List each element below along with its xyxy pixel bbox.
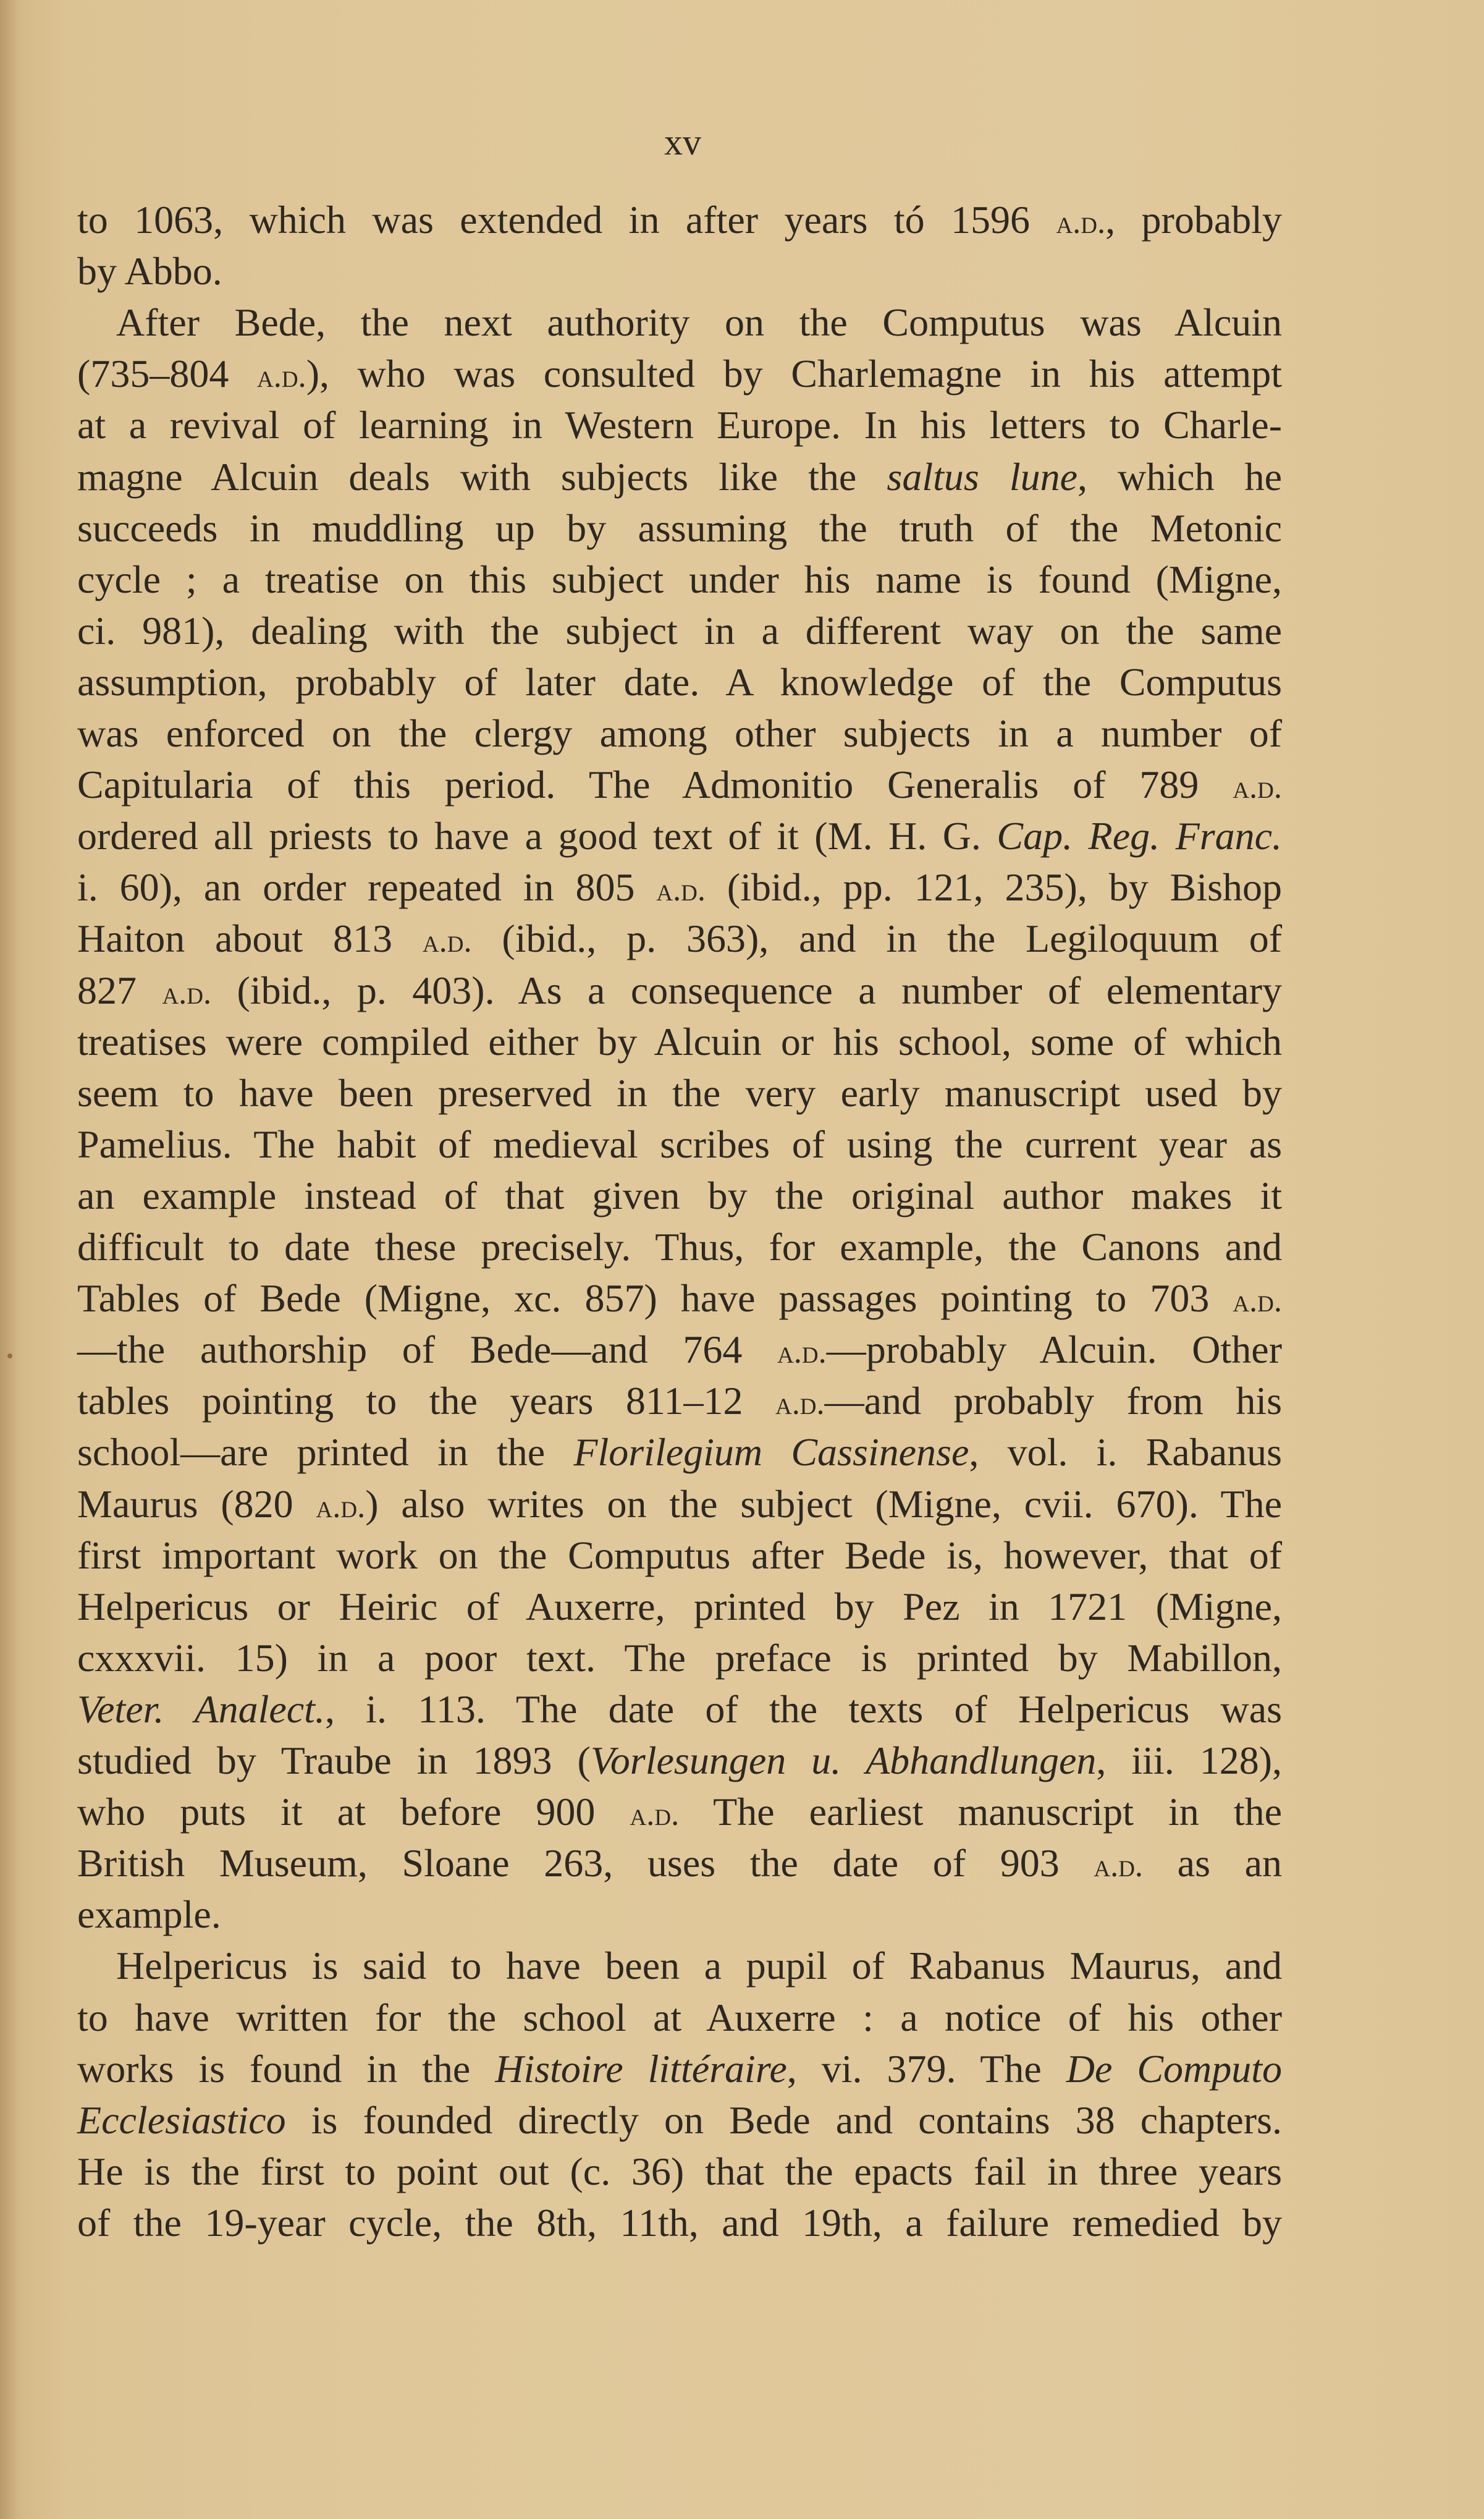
text-line bbox=[77, 1581, 1282, 1632]
text-run: assumption, probably of later date. A knowledge of the Computus bbox=[77, 659, 1282, 704]
text-run: who puts it at before 900 bbox=[77, 1790, 630, 1834]
era-abbreviation: a.d. bbox=[1233, 1283, 1282, 1319]
paper-speck bbox=[7, 1353, 12, 1358]
text-line bbox=[77, 1786, 1282, 1837]
text-line bbox=[77, 1530, 1282, 1581]
text-line bbox=[77, 862, 1282, 913]
text-run: , vol. i. Rabanus bbox=[969, 1430, 1283, 1475]
text-run: as an bbox=[1143, 1841, 1283, 1886]
text-run: ) also writes on the subject (Migne, cvii. 670). The bbox=[365, 1481, 1283, 1526]
era-abbreviation: a.d. bbox=[630, 1797, 680, 1833]
text-run: (ibid., pp. 121, 235), by Bishop bbox=[706, 865, 1283, 910]
text-run: to have written for the school at Auxerre : a notice of his other bbox=[77, 1995, 1282, 2039]
text-line bbox=[77, 1426, 1282, 1478]
text-run: —the authorship of Bede—and 764 bbox=[77, 1327, 778, 1372]
text-run: an example instead of that given by the original author makes it bbox=[77, 1173, 1282, 1217]
text-run: of the 19-year cycle, the 8th, 11th, and 19th, a failure remedied by bbox=[77, 2200, 1282, 2245]
text-run: Maurus (820 bbox=[77, 1481, 316, 1526]
text-run: —and probably from his bbox=[824, 1379, 1283, 1423]
text-run: tables pointing to the years 811–12 bbox=[77, 1379, 775, 1423]
text-line bbox=[77, 399, 1282, 451]
text-run: , iii. 128), bbox=[1096, 1738, 1283, 1782]
text-line bbox=[77, 759, 1282, 810]
page-gutter-shadow bbox=[0, 0, 16, 2519]
text-run: to 1063, which was extended in after years tó 1596 bbox=[77, 198, 1056, 242]
text-run: ordered all priests to have a good text of it (M. H. G. bbox=[77, 814, 997, 858]
era-abbreviation: a.d. bbox=[422, 923, 472, 960]
text-run: , which he bbox=[1077, 454, 1283, 499]
text-run: 827 bbox=[77, 968, 162, 1012]
era-abbreviation: a.d. bbox=[316, 1488, 366, 1525]
text-line bbox=[77, 1683, 1282, 1735]
text-line bbox=[77, 708, 1282, 759]
era-abbreviation: a.d. bbox=[1094, 1848, 1144, 1884]
text-line bbox=[77, 502, 1282, 554]
text-run: magne Alcuin deals with subjects like the bbox=[77, 454, 887, 499]
text-run: Helpericus is said to have been a pupil of Rabanus Maurus, and bbox=[116, 1944, 1282, 1988]
text-run: cycle ; a treatise on this subject under his name is found (Migne, bbox=[77, 557, 1282, 601]
text-line bbox=[77, 1889, 1282, 1940]
text-line bbox=[77, 1375, 1282, 1426]
text-run: —probably Alcuin. Other bbox=[826, 1327, 1283, 1372]
text-run: first important work on the Computus after Bede is, however, that of bbox=[77, 1533, 1282, 1577]
italic-title: Histoire littéraire bbox=[495, 2046, 787, 2091]
text-run: is founded directly on Bede and contains 38 chapters. bbox=[285, 2098, 1282, 2142]
page-number: xv bbox=[664, 122, 701, 163]
text-run: Capitularia of this period. The Admonitio Generalis of 789 bbox=[77, 763, 1233, 807]
text-run: by Abbo. bbox=[77, 249, 222, 294]
text-line bbox=[116, 1940, 1282, 1991]
text-line bbox=[77, 1119, 1282, 1170]
text-run: (735–804 bbox=[77, 352, 257, 396]
italic-title: Veter. Analect. bbox=[77, 1687, 325, 1731]
era-abbreviation: a.d. bbox=[775, 1386, 825, 1422]
text-line bbox=[77, 194, 1282, 245]
text-run: works is found in the bbox=[77, 2046, 495, 2091]
text-line bbox=[77, 1837, 1282, 1889]
era-abbreviation: a.d. bbox=[257, 358, 306, 395]
text-run: Pamelius. The habit of medieval scribes of using the current year as bbox=[77, 1122, 1282, 1166]
text-run: Helpericus or Heiric of Auxerre, printed by Pez in 1721 (Migne, bbox=[77, 1584, 1282, 1628]
text-line bbox=[77, 1632, 1282, 1683]
text-line bbox=[77, 554, 1282, 605]
text-line bbox=[77, 245, 1282, 297]
text-run: He is the first to point out (c. 36) that the epacts fail in three years bbox=[77, 2149, 1282, 2193]
text-line bbox=[77, 1992, 1282, 2043]
text-line bbox=[77, 1272, 1282, 1324]
text-line bbox=[77, 1735, 1282, 1786]
text-run: , i. 113. The date of the texts of Helpericus was bbox=[324, 1687, 1283, 1731]
text-run: , vi. 379. The bbox=[786, 2046, 1066, 2091]
text-line bbox=[77, 451, 1282, 502]
italic-title: De Computo bbox=[1066, 2046, 1283, 2091]
text-run: (ibid., p. 403). As a consequence a number of elementary bbox=[211, 968, 1283, 1012]
text-run: treatises were compiled either by Alcuin or his school, some of which bbox=[77, 1019, 1282, 1064]
text-line bbox=[77, 1478, 1282, 1530]
text-line bbox=[77, 2146, 1282, 2197]
era-abbreviation: a.d. bbox=[656, 872, 706, 908]
era-abbreviation: a.d. bbox=[777, 1334, 827, 1371]
text-line bbox=[77, 2094, 1282, 2146]
era-abbreviation: a.d. bbox=[1056, 205, 1106, 240]
text-run: i. 60), an order repeated in 805 bbox=[77, 865, 657, 910]
text-line bbox=[77, 2197, 1282, 2248]
era-abbreviation: a.d. bbox=[162, 975, 212, 1011]
text-line bbox=[77, 1170, 1282, 1221]
text-run: cxxxvii. 15) in a poor text. The preface is printed by Mabillon, bbox=[77, 1635, 1282, 1680]
text-line bbox=[77, 348, 1282, 399]
italic-title: Cap. Reg. Franc. bbox=[997, 814, 1283, 858]
text-line bbox=[77, 810, 1282, 862]
text-line bbox=[77, 1067, 1282, 1119]
text-run: difficult to date these precisely. Thus, for example, the Canons and bbox=[77, 1225, 1282, 1269]
text-run: was enforced on the clergy among other subjects in a number of bbox=[77, 711, 1282, 755]
text-run: ci. 981), dealing with the subject in a different way on the same bbox=[77, 608, 1282, 653]
italic-title: Ecclesiastico bbox=[77, 2098, 286, 2142]
text-run: succeeds in muddling up by assuming the truth of the Metonic bbox=[77, 506, 1282, 550]
text-run: example. bbox=[77, 1892, 221, 1937]
text-run: After Bede, the next authority on the Computus was Alcuin bbox=[116, 300, 1282, 345]
text-run: Tables of Bede (Migne, xc. 857) have passages pointing to 703 bbox=[77, 1276, 1233, 1321]
text-line bbox=[77, 965, 1282, 1016]
text-line bbox=[77, 913, 1282, 964]
text-line bbox=[77, 605, 1282, 656]
text-run: school—are printed in the bbox=[77, 1430, 574, 1475]
text-line bbox=[77, 1016, 1282, 1067]
text-run: , probably bbox=[1105, 198, 1283, 242]
text-run: ), who was consulted by Charlemagne in his attempt bbox=[306, 352, 1283, 396]
text-run: (ibid., p. 363), and in the Legiloquum of bbox=[471, 917, 1283, 961]
italic-title: Vorlesungen u. Abhandlungen bbox=[590, 1738, 1097, 1782]
text-run: at a revival of learning in Western Europe. In his letters to Charle- bbox=[77, 403, 1282, 447]
era-abbreviation: a.d. bbox=[1233, 769, 1282, 806]
text-line bbox=[77, 1221, 1282, 1272]
text-line bbox=[77, 2043, 1282, 2094]
text-line bbox=[77, 1324, 1282, 1375]
text-line bbox=[116, 297, 1282, 348]
text-line bbox=[77, 656, 1282, 708]
text-run: studied by Traube in 1893 ( bbox=[77, 1738, 591, 1782]
italic-title: Florilegium Cassinense bbox=[573, 1430, 969, 1475]
text-run: seem to have been preserved in the very early manuscript used by bbox=[77, 1070, 1282, 1115]
text-run: British Museum, Sloane 263, uses the date of 903 bbox=[77, 1841, 1094, 1886]
text-run: The earliest manuscript in the bbox=[679, 1790, 1283, 1834]
italic-title: saltus lune bbox=[887, 454, 1078, 499]
text-run: Haiton about 813 bbox=[77, 917, 423, 961]
